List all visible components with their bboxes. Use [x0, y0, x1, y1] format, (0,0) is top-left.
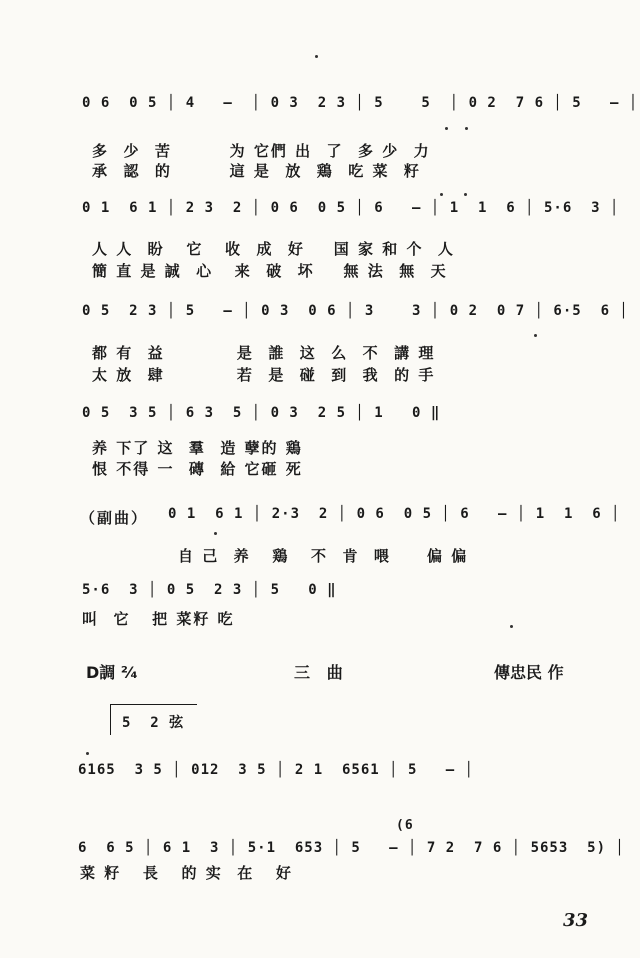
score-row-2-notes: 0 1 6 1 │ 2 3 2 │ 0 6 0 5 │ 6 — │ 1 1 6 │ 5·6 3 │	[82, 200, 620, 216]
song-notes: 6 6 5 │ 6 1 3 │ 5·1 653 │ 5 — │ 7 2 7 6 │ 5653 5) │	[78, 840, 625, 856]
score-row-3-notes: 0 5 2 3 │ 5 — │ 0 3 0 6 │ 3 3 │ 0 2 0 7 │ 6·5 6 │	[82, 303, 629, 319]
intro-notes: 6165 3 5 │ 012 3 5 │ 2 1 6561 │ 5 — │	[78, 762, 475, 778]
octave-dot	[440, 193, 443, 196]
octave-dot	[534, 334, 537, 337]
score-row-2-lyric-2: 簡 直 是 誠 心 来 破 坏 無 法 無 天	[92, 262, 448, 280]
score-row-4-lyric-1: 养 下了 这 羣 造 孽的 鶏	[92, 439, 303, 457]
key-signature: D調 ²⁄₄	[86, 663, 138, 682]
tuning-label: 5 2 弦	[122, 715, 185, 731]
song-lyric: 菜 籽 長 的 实 在 好	[80, 864, 293, 882]
refrain-label: （副曲）	[80, 509, 149, 527]
octave-dot	[445, 127, 448, 130]
score-row-2-lyric-1: 人 人 盼 它 收 成 好 国 家 和 个 人	[92, 240, 455, 258]
score-row-3-lyric-1: 都 有 益 是 誰 这 么 不 講 理	[92, 344, 436, 362]
score-row-1-lyric-2: 承 認 的 這 是 放 鶏 吃 菜 籽	[92, 162, 421, 180]
octave-dot	[86, 752, 89, 755]
octave-dot	[464, 193, 467, 196]
octave-dot	[214, 532, 217, 535]
speck-mark	[510, 625, 513, 628]
piece-title: 三 曲	[294, 663, 343, 682]
page-number: 33	[563, 910, 589, 931]
score-row-4-notes: 0 5 3 5 │ 6 3 5 │ 0 3 2 5 │ 1 0 ‖	[82, 405, 441, 421]
score-row-1-notes: 0 6 0 5 │ 4 — │ 0 3 2 3 │ 5 5 │ 0 2 7 6 │ 5 — │	[82, 95, 639, 111]
octave-dot	[465, 127, 468, 130]
composer: 傳忠民 作	[494, 663, 564, 682]
score-row-4-lyric-2: 恨 不得 一 磚 給 它砸 死	[92, 460, 303, 478]
refrain-lyric-2: 叫 它 把 菜籽 吃	[82, 610, 235, 628]
paren-note: (6	[396, 818, 414, 833]
refrain-notes-2: 5·6 3 │ 0 5 2 3 │ 5 0 ‖	[82, 582, 337, 598]
refrain-lyric-1: 自 己 养 鶏 不 肯 喂 偏 偏	[178, 547, 469, 565]
speck-mark	[315, 55, 318, 58]
score-row-1-lyric-1: 多 少 苦 为 它們 出 了 多 少 力	[92, 142, 431, 160]
score-row-3-lyric-2: 太 放 肆 若 是 碰 到 我 的 手	[92, 366, 436, 384]
refrain-notes-1: 0 1 6 1 │ 2·3 2 │ 0 6 0 5 │ 6 — │ 1 1 6 │	[168, 506, 621, 522]
